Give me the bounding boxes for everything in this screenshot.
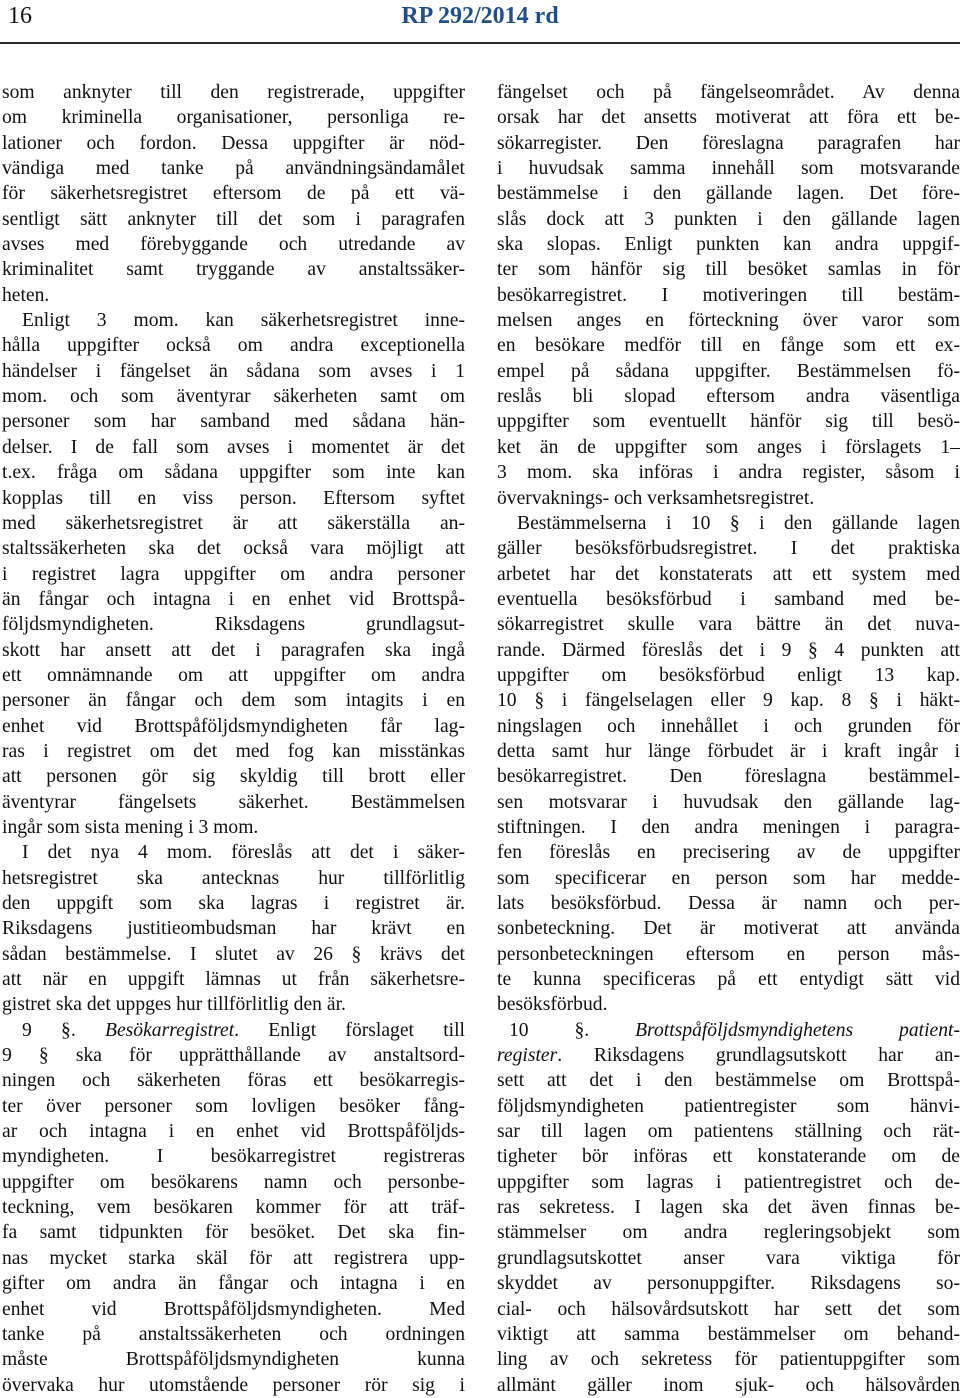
text-line: gäller besöksförbudsregistret. I det praktiska [497,538,960,560]
text-line: reslås bli slopad eftersom andra väsentliga [497,386,960,408]
text-line: te kunna specificeras på ett entydigt sätt vid [497,969,960,991]
text-line: ska slopas. Enligt punkten kan andra uppgif- [497,234,960,256]
text-line: ningslagen och innehållet i och grunden för [497,715,960,737]
text-line: ningen och säkerheten föras ett besökarregis- [2,1070,465,1092]
text-line: ter över personer som lovligen besöker fång- [2,1095,465,1117]
text-line: skott har ansett att det i paragrafen ska ingå [2,639,465,661]
text-line: lationer och fordon. Dessa uppgifter är nöd- [2,132,465,154]
text-line: äventyrar fängelsets säkerhet. Bestämmelsen [2,791,465,813]
text-line: tigheter bör införas ett konstaterande om de [497,1146,960,1168]
text-line: fen föreslås en precisering av de uppgifter [497,842,960,864]
text-line: rande. Därmed föreslås det i 9 § 4 punkten att [497,639,960,661]
text-line: sökarregistret skulle vara bättre än det nuva- [497,614,960,636]
text-line: i registret lagra uppgifter om andra personer [2,563,465,585]
text-line: än fångar och intagna i en enhet vid Brottspå- [2,588,465,610]
italic-heading-segment: Brottspåföljdsmyndighetens patient- [635,1019,960,1041]
text-line: grundlagsutskottet anser vara viktiga för [497,1247,960,1269]
text-line: enhet vid Brottspåföljdsmyndigheten. Med [2,1298,465,1320]
text-line: teckning, vem besökaren kommer för att träf- [2,1197,465,1219]
text-line: lats besöksförbud. Dessa är namn och per- [497,893,960,914]
text-line: orsak har det ansetts motiverat att föra ett be- [497,107,960,129]
text-line: ling av och sekretess för patientuppgifter som [497,1349,960,1371]
text-line: sonbeteckning. Det är motiverat att använda [497,918,960,940]
text-line: följdsmyndigheten patientregister som hänvi- [497,1095,960,1117]
text-line: gifter om andra än fångar och intagna i en [2,1273,465,1295]
page-number: 16 [8,3,32,29]
text-line: sett att det i den bestämmelse om Brottspå- [497,1070,960,1092]
text-line: I det nya 4 mom. föreslås att det i säker- [22,842,465,864]
text-line: hetsregistret ska antecknas hur tillförlitlig [2,867,465,889]
italic-heading-segment: register [497,1045,558,1067]
text-line: delser. I de fall som avses i momentet är det [2,436,465,458]
text-line: ter som hänför sig till besöket samlas in för [497,259,960,281]
text-line: stämmelser om andra regleringsobjekt som [497,1222,960,1244]
text-line: Bestämmelserna i 10 § i den gällande lagen [517,512,960,534]
text-line [497,1043,960,1068]
text-line: heten. [2,284,50,306]
text-line: kopplas till en viss person. Eftersom syftet [2,487,465,509]
text-line [497,1018,960,1043]
header-divider [0,42,960,44]
text-line: stiftningen. I den andra meningen i paragra- [497,816,960,838]
text-line: sar till lagen om patientens ställning och rät- [497,1121,960,1143]
text-line: ar och intagna i en enhet vid Brottspåföljds- [2,1121,465,1143]
text-line: som anknyter till den registrerade, uppgifter [2,82,465,103]
text-line: övervaka hur utomstående personer rör sig i [2,1374,465,1396]
text-line: personbeteckningen eftersom en person mås- [497,943,960,965]
text-line: Enligt 3 mom. kan säkerhetsregistret inne- [22,310,465,332]
text-line: besökarregistret. I motiveringen till bestäm- [497,284,960,306]
text-line: den uppgift som ska lagras i registret är. [2,893,465,914]
text-line: staltssäkerheten ska det också vara möjligt att [2,538,465,560]
text-line: händelser i fängelset än sådana som avses i 1 [2,360,465,382]
text-line: måste Brottspåföljdsmyndigheten kunna [2,1349,465,1371]
page-header [0,0,960,40]
text-segment: 10 §. [509,1019,636,1041]
text-line: vändiga med tanke på användningsändamålet [2,158,465,180]
text-line: övervaknings- och verksamhetsregistret. [497,487,815,509]
text-line [2,1018,465,1043]
text-line: ett omnämnande om att uppgifter om andra [2,664,465,686]
text-line: följdsmyndigheten. Riksdagens grundlagsut- [2,614,465,636]
text-line: kriminalitet samt tryggande av anstaltssäker- [2,259,465,281]
text-line: uppgifter om besökarens namn och personbe- [2,1171,465,1193]
text-line: sen motsvarar i huvudsak den gällande lag- [497,791,960,813]
text-line: tanke på anstaltssäkerheten och ordningen [2,1323,465,1345]
text-line: skyddet av personuppgifter. Riksdagens so- [497,1273,960,1295]
left-text-column [2,80,465,1398]
italic-heading-segment: Besökarregistret [104,1019,235,1041]
text-line: fängelset och på fängelseområdet. Av denna [497,82,960,103]
text-line: med säkerhetsregistret är att säkerställa an- [2,512,465,534]
text-line: sådan bestämmelse. I slutet av 26 § krävs det [2,943,465,965]
text-line: fa samt tidpunkten för besöket. Det ska fin- [2,1222,465,1244]
text-line: melsen anges en förteckning över varor som [497,310,960,332]
text-line: hålla uppgifter också om andra exceptionella [2,335,465,357]
text-line: 9 § ska för upprätthållande av anstaltsord- [2,1045,465,1067]
text-line: arbetet har det konstaterats att ett system med [497,563,960,585]
text-line: mom. och som äventyrar säkerheten samt om [2,386,465,408]
text-line: avses med förebyggande och utredande av [2,234,465,256]
text-line: som specificerar en person som har medde- [497,867,960,889]
text-line: empel på sådana uppgifter. Bestämmelsen fö- [497,360,960,382]
text-line: besöksförbud. [497,994,608,1016]
text-line: uppgifter om besöksförbud enligt 13 kap. [497,664,960,686]
text-line: ras i registret om det med fog kan misstänkas [2,740,465,762]
text-line: att när en uppgift lämnas ut från säkerhetsre- [2,969,465,991]
text-line: 10 § i fängelselagen eller 9 kap. 8 § i häkt- [497,690,960,712]
text-line: nas mycket starka skäl för att registrera upp- [2,1247,465,1269]
text-line: bestämmelse i den gällande lagen. Det före- [497,183,960,205]
text-line: cial- och hälsovårdsutskott har sett det som [497,1298,960,1320]
text-line: gistret ska det uppges hur tillförlitlig den är. [2,994,346,1016]
text-line: enhet vid Brottspåföljdsmyndigheten får lag- [2,715,465,737]
text-line: eventuella besöksförbud i samband med be- [497,588,960,610]
document-reference: RP 292/2014 rd [401,3,559,29]
text-line: personer som har samband med sådana hän- [2,411,465,433]
text-line: slås dock att 3 punkten i den gällande lagen [497,208,960,230]
text-line: uppgifter som lagras i patientregistret och de- [497,1171,960,1193]
text-segment: . Enligt förslaget till [234,1019,465,1041]
text-line: personer än fångar och dem som intagits i en [2,690,465,712]
text-line: uppgifter som eventuellt hänför sig till besö- [497,411,960,433]
text-line: ingår som sista mening i 3 mom. [2,816,259,838]
text-line: besökarregistret. Den föreslagna bestämmel- [497,766,960,788]
text-line: ras sekretess. I lagen ska det även finnas be- [497,1197,960,1219]
text-line: viktigt att samma bestämmelser om behand- [497,1323,960,1345]
text-line: i huvudsak samma innehåll som motsvarande [497,158,960,180]
text-line: Riksdagens justitieombudsman har krävt en [2,918,465,940]
text-line: t.ex. fråga om sådana uppgifter som inte kan [2,462,465,484]
text-line: 3 mom. ska införas i andra register, såsom i [497,462,960,484]
text-line: att personen gör sig skyldig till brott eller [2,766,465,788]
right-text-column [497,80,960,1398]
text-line: om kriminella organisationer, personliga re- [2,107,465,129]
text-line: sentligt sätt anknyter till det som i paragrafen [2,208,465,230]
text-line: myndigheten. I besökarregistret registreras [2,1146,465,1168]
text-segment: 9 §. [22,1019,105,1041]
text-line: ket än de uppgifter som anges i förslagets 1– [497,436,960,458]
text-line: detta samt hur länge förbudet är i kraft ingår i [497,740,960,762]
text-line: allmänt gäller inom sjuk- och hälsovården [497,1374,960,1396]
text-segment: . Riksdagens grundlagsutskott har an- [557,1045,960,1067]
text-line: en besökare medför till en fånge som ett ex- [497,335,960,357]
text-line: sökarregister. Den föreslagna paragrafen har [497,132,960,154]
text-line: för säkerhetsregistret eftersom de på ett vä- [2,183,465,205]
